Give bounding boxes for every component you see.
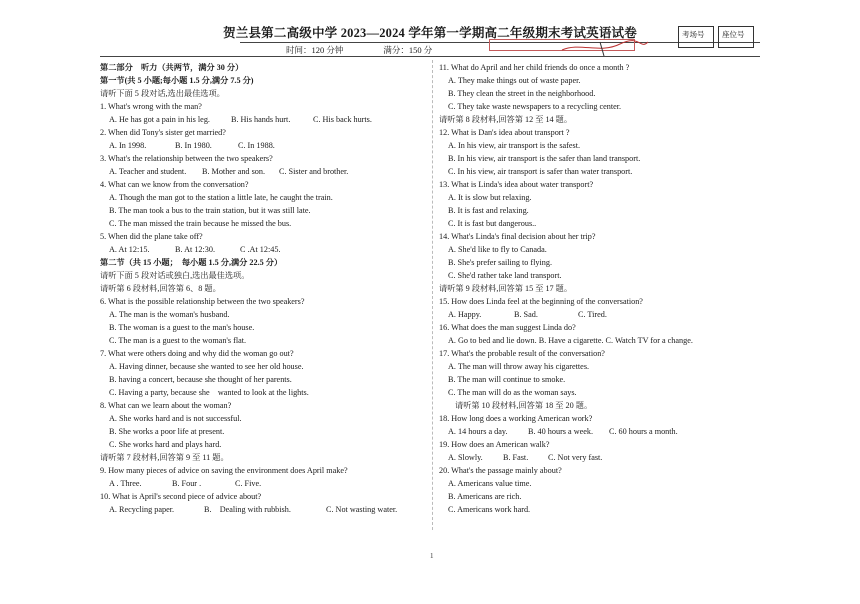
right-line: C. They take waste newspapers to a recycling center. (448, 102, 622, 111)
left-line: 第一节(共 5 小题;每小题 1.5 分,满分 7.5 分) (100, 76, 254, 85)
left-options-row (100, 165, 425, 178)
answer-option: B. 40 hours a week. (528, 427, 594, 436)
left-line: 5. When did the plane take off? (100, 232, 203, 241)
left-line: B. She works a poor life at present. (109, 427, 225, 436)
left-line: C. She works hard and plays hard. (109, 440, 222, 449)
right-line: C. It is fast but dangerous.. (448, 219, 537, 228)
left-column (100, 61, 425, 516)
left-line: 请听下面 5 段对话或独白,选出最佳选项。 (100, 271, 250, 280)
left-options-row (100, 477, 425, 490)
column-divider (432, 60, 433, 530)
left-line: 请听下面 5 段对话,选出最佳选项。 (100, 89, 225, 98)
answer-option: C. His back hurts. (313, 115, 372, 124)
left-line: 1. What's wrong with the man? (100, 102, 202, 111)
answer-option: B. His hands hurt. (231, 115, 291, 124)
candidate-boxes (678, 26, 758, 48)
right-line: 14. What's Linda's final decision about her trip? (439, 232, 596, 241)
left-line: A. Though the man got to the station a little late, he caught the train. (109, 193, 333, 202)
answer-option: C. 60 hours a month. (609, 427, 678, 436)
left-line: C. Having a party, because she wanted to look at the lights. (109, 388, 309, 397)
answer-option: A . Three. (109, 479, 142, 488)
right-options-row (439, 425, 769, 438)
left-line: 请听第 6 段材料,回答第 6、8 题。 (100, 284, 221, 293)
answer-option: A. In 1998. (109, 141, 147, 150)
right-line: A. Americans value time. (448, 479, 532, 488)
page-marker: 1 (430, 552, 434, 560)
left-line: B. The man took a bus to the train station, but it was still late. (109, 206, 311, 215)
right-line: 13. What is Linda's idea about water transport? (439, 180, 594, 189)
answer-option: C. Not wasting water. (326, 505, 398, 514)
right-options-row (439, 451, 769, 464)
answer-option: C. In 1988. (238, 141, 275, 150)
answer-option: B. In 1980. (175, 141, 212, 150)
left-line: C. The man missed the train because he missed the bus. (109, 219, 292, 228)
answer-option: A. At 12:15. (109, 245, 150, 254)
seat-number-box[interactable]: 座位号 (718, 26, 754, 48)
right-line: 20. What's the passage mainly about? (439, 466, 562, 475)
right-line: C. In his view, air transport is safer than water transport. (448, 167, 633, 176)
answer-option: B. Dealing with rubbish. (204, 505, 291, 514)
left-line: 2. When did Tony's sister get married? (100, 128, 226, 137)
right-line: B. Americans are rich. (448, 492, 522, 501)
left-line: A. The man is the woman's husband. (109, 310, 230, 319)
answer-option: C .At 12:45. (240, 245, 281, 254)
right-line: 19. How does an American walk? (439, 440, 550, 449)
right-line: A. She'd like to fly to Canada. (448, 245, 547, 254)
left-line: 9. How many pieces of advice on saving the environment does April make? (100, 466, 348, 475)
answer-option: B. Fast. (503, 453, 529, 462)
left-line: B. having a concert, because she thought of her parents. (109, 375, 292, 384)
exam-score: 满分：150 分 (383, 45, 433, 55)
right-line: A. In his view, air transport is the safest. (448, 141, 581, 150)
left-line: 6. What is the possible relationship between the two speakers? (100, 297, 305, 306)
left-line: 第二节（共 15 小题； 每小题 1.5 分,满分 22.5 分） (100, 258, 283, 267)
answer-option: B. At 12:30. (175, 245, 216, 254)
answer-option: A. Happy. (448, 310, 482, 319)
exam-room-box[interactable]: 考场号 (678, 26, 714, 48)
left-line: 10. What is April's second piece of advice about? (100, 492, 262, 501)
subtitle-rule (100, 56, 760, 57)
answer-option: B. Mother and son. (202, 167, 265, 176)
answer-option: A. Recycling paper. (109, 505, 175, 514)
left-options-row (100, 113, 425, 126)
right-line: A. Go to bed and lie down. B. Have a cigarette. C. Watch TV for a change. (448, 336, 693, 345)
right-line: 12. What is Dan's idea about transport ? (439, 128, 570, 137)
left-line: 4. What can we know from the conversation? (100, 180, 249, 189)
answer-option: A. Teacher and student. (109, 167, 187, 176)
right-line: 请听第 8 段材料,回答第 12 至 14 题。 (439, 115, 573, 124)
left-line: C. The man is a guest to the woman's flat. (109, 336, 247, 345)
left-line: A. Having dinner, because she wanted to see her old house. (109, 362, 304, 371)
right-line: A. They make things out of waste paper. (448, 76, 581, 85)
answer-option: A. He has got a pain in his leg. (109, 115, 210, 124)
right-line: 18. How long does a working American work? (439, 414, 593, 423)
left-line: 3. What's the relationship between the two speakers? (100, 154, 273, 163)
exam-time: 时间：120 分钟 (286, 45, 344, 55)
left-line: 7. What were others doing and why did the woman go out? (100, 349, 294, 358)
left-line: B. The woman is a guest to the man's house. (109, 323, 255, 332)
right-line: B. In his view, air transport is the safer than land transport. (448, 154, 641, 163)
right-line: B. The man will continue to smoke. (448, 375, 566, 384)
answer-option: A. 14 hours a day. (448, 427, 508, 436)
exam-title: 贺兰县第二高级中学 2023—2024 学年第一学期高二年级期末考试英语试卷 (223, 26, 637, 40)
left-line: 请听第 7 段材料,回答第 9 至 11 题。 (100, 453, 229, 462)
right-line: C. She'd rather take land transport. (448, 271, 562, 280)
left-options-row (100, 243, 425, 256)
right-line: C. The man will do as the woman says. (448, 388, 577, 397)
answer-option: C. Not very fast. (548, 453, 603, 462)
left-line: A. She works hard and is not successful. (109, 414, 242, 423)
right-line: A. The man will throw away his cigarettes. (448, 362, 590, 371)
right-line: B. It is fast and relaxing. (448, 206, 529, 215)
exam-subtitle (286, 44, 432, 56)
left-options-row (100, 139, 425, 152)
left-options-row (100, 503, 425, 516)
answer-option: A. Slowly. (448, 453, 483, 462)
right-line: 11. What do April and her child friends do once a month ? (439, 63, 630, 72)
left-line: 第二部分 听力（共两节，满分 30 分） (100, 63, 244, 72)
answer-option: C. Tired. (578, 310, 607, 319)
answer-option: C. Five. (235, 479, 262, 488)
right-line: 16. What does the man suggest Linda do? (439, 323, 576, 332)
left-line: 8. What can we learn about the woman? (100, 401, 232, 410)
answer-option: C. Sister and brother. (279, 167, 349, 176)
right-line: C. Americans work hard. (448, 505, 531, 514)
answer-option: B. Four . (172, 479, 202, 488)
answer-option: B. Sad. (514, 310, 538, 319)
right-line: 请听第 9 段材料,回答第 15 至 17 题。 (439, 284, 573, 293)
right-column (439, 61, 769, 516)
right-line: 17. What's the probable result of the conversation? (439, 349, 605, 358)
right-line: B. They clean the street in the neighborhood. (448, 89, 596, 98)
handwritten-scribble (560, 36, 650, 58)
right-line: B. She's prefer sailing to flying. (448, 258, 553, 267)
right-line: 请听第 10 段材料,回答第 18 至 20 题。 (455, 401, 593, 410)
right-line: 15. How does Linda feel at the beginning of the conversation? (439, 297, 643, 306)
right-options-row (439, 308, 769, 321)
right-line: A. It is slow but relaxing. (448, 193, 532, 202)
